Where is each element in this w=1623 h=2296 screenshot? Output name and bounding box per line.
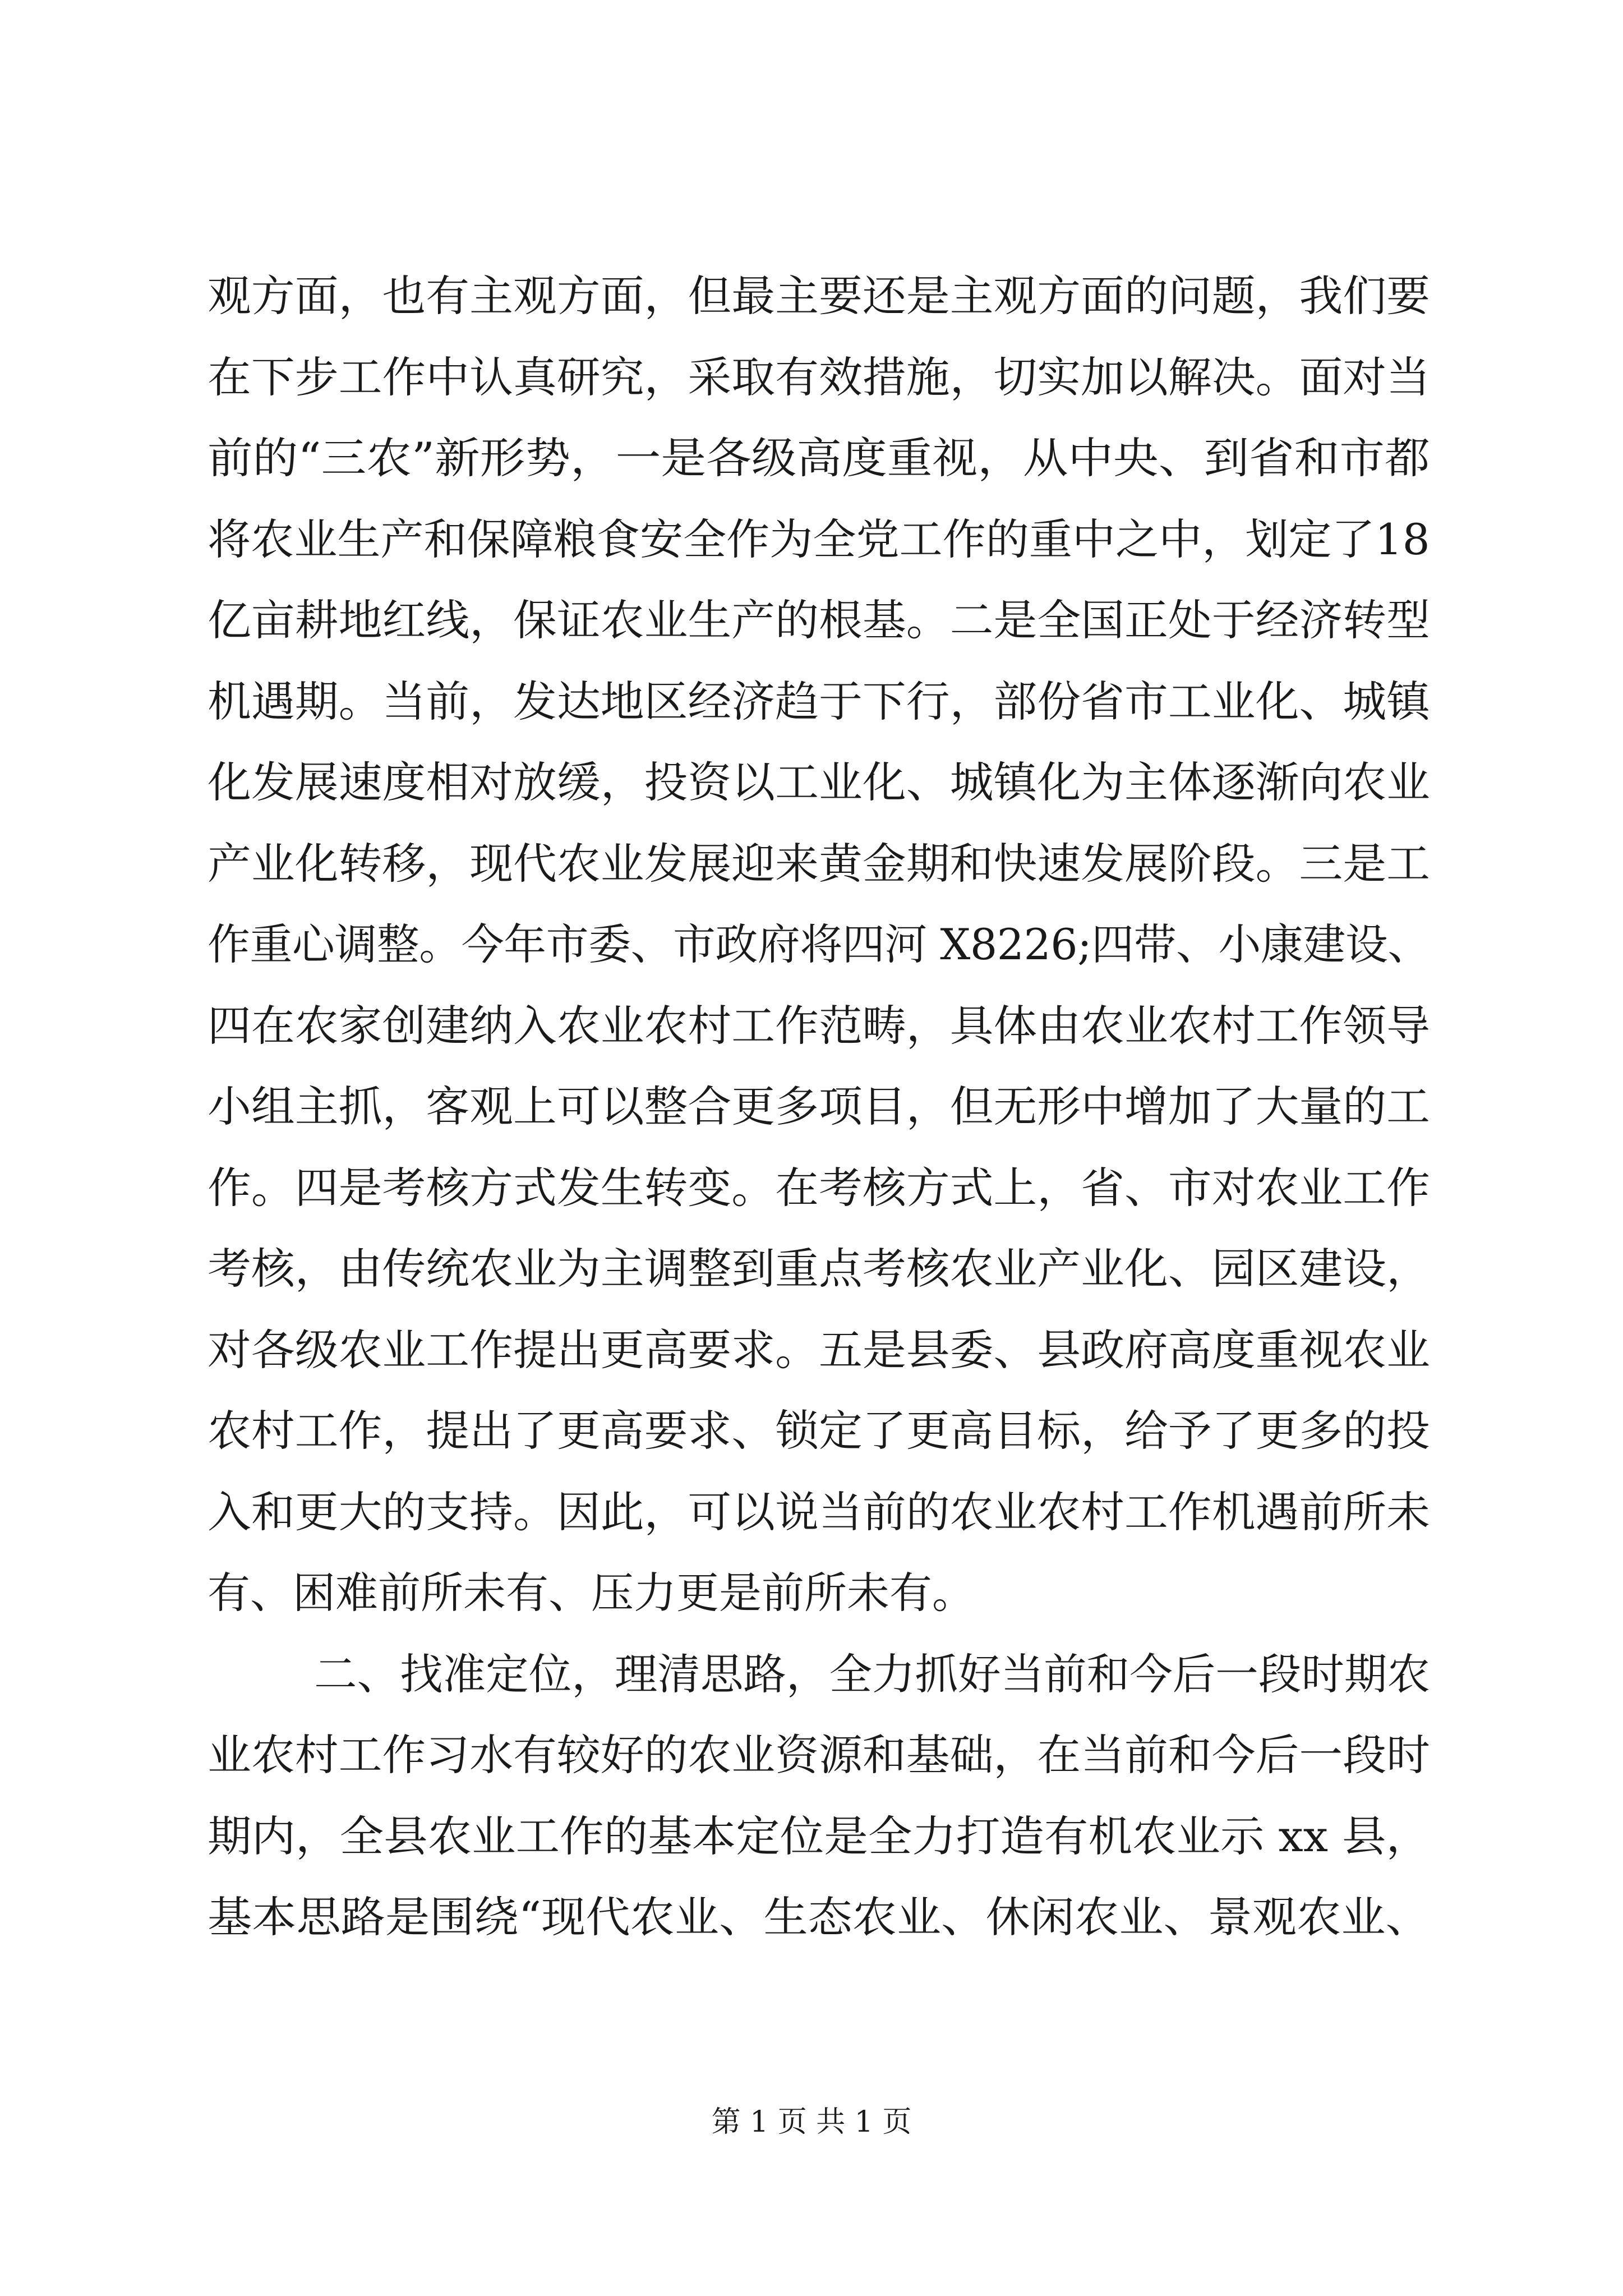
text-line: 机遇期。当前，发达地区经济趋于下行，部份省市工业化、城镇	[208, 676, 1430, 726]
text-line: 产业化转移，现代农业发展迎来黄金期和快速发展阶段。三是工	[208, 838, 1430, 889]
text-line: 四在农家创建纳入农业农村工作范畴，具体由农业农村工作领导	[208, 1000, 1430, 1051]
text-line: 二、找准定位，理清思路，全力抓好当前和今后一段时期农	[314, 1649, 1430, 1699]
text-line: 作。四是考核方式发生转变。在考核方式上，省、市对农业工作	[208, 1162, 1430, 1213]
text-line: 观方面，也有主观方面，但最主要还是主观方面的问题，我们要	[208, 271, 1430, 321]
text-line: 亿亩耕地红线，保证农业生产的根基。二是全国正处于经济转型	[208, 595, 1430, 645]
text-line: 入和更大的支持。因此，可以说当前的农业农村工作机遇前所未	[208, 1487, 1430, 1537]
text-line: 前的“三农”新形势，一是各级高度重视，从中央、到省和市都	[208, 433, 1430, 483]
text-line: 有、困难前所未有、压力更是前所未有。	[208, 1568, 975, 1618]
text-line: 基本思路是围绕“现代农业、生态农业、休闲农业、景观农业、	[208, 1892, 1430, 1942]
page-footer: 第 1 页 共 1 页	[711, 2105, 912, 2139]
text-line: 考核，由传统农业为主调整到重点考核农业产业化、园区建设，	[208, 1244, 1430, 1294]
text-line: 对各级农业工作提出更高要求。五是县委、县政府高度重视农业	[208, 1324, 1430, 1375]
text-line: 农村工作，提出了更高要求、锁定了更高目标，给予了更多的投	[208, 1406, 1430, 1456]
text-line: 在下步工作中认真研究，采取有效措施，切实加以解决。面对当	[208, 352, 1430, 402]
text-line: 作重心调整。今年市委、市政府将四河 X8226;四带、小康建设、	[208, 919, 1430, 969]
text-line: 业农村工作习水有较好的农业资源和基础，在当前和今后一段时	[208, 1730, 1430, 1780]
text-line: 小组主抓，客观上可以整合更多项目，但无形中增加了大量的工	[208, 1082, 1430, 1131]
text-line: 将农业生产和保障粮食安全作为全党工作的重中之中，划定了18	[208, 514, 1430, 564]
text-line: 化发展速度相对放缓，投资以工业化、城镇化为主体逐渐向农业	[208, 757, 1430, 807]
text-line: 期内，全县农业工作的基本定位是全力打造有机农业示 xx 县，	[208, 1811, 1431, 1861]
